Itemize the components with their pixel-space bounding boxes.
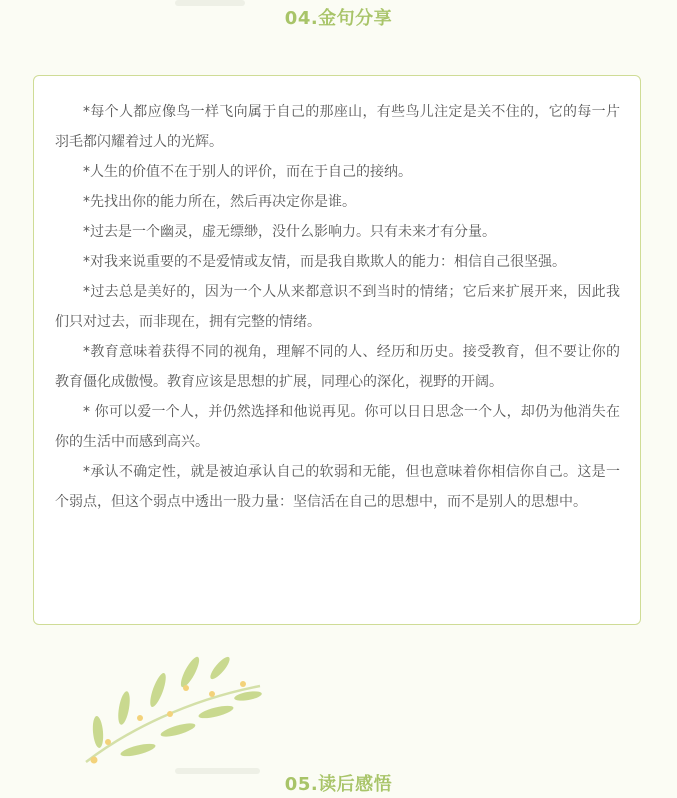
quote-paragraph: *过去总是美好的，因为一个人从来都意识不到当时的情绪；它后来扩展开来，因此我们只对过去，而非现在，拥有完整的情绪。: [55, 284, 620, 330]
quote-paragraph: *人生的价值不在于别人的评价，而在于自己的接纳。: [83, 164, 412, 180]
quote-paragraph: *对我来说重要的不是爱情或友情，而是我自欺欺人的能力：相信自己很坚强。: [83, 254, 566, 270]
quote-paragraph: *每个人都应像鸟一样飞向属于自己的那座山，有些鸟儿注定是关不住的，它的每一片羽毛都闪耀着过人的光辉。: [55, 104, 620, 150]
quote-paragraph: * 你可以爱一个人，并仍然选择和他说再见。你可以日日思念一个人，却仍为他消失在你的生活中而感到高兴。: [55, 404, 620, 450]
quote-paragraph: *过去是一个幽灵，虚无缥缈，没什么影响力。只有未来才有分量。: [83, 224, 496, 240]
quote-paragraph: *承认不确定性，就是被迫承认自己的软弱和无能，但也意味着你相信你自己。这是一个弱点，但这个弱点中透出一股力量：坚信活在自己的思想中，而不是别人的思想中。: [55, 464, 620, 510]
quote-card: [33, 75, 641, 625]
quote-paragraph: *先找出你的能力所在，然后再决定你是谁。: [83, 194, 356, 210]
section-heading-reflection: 05.读后感悟: [284, 774, 393, 795]
section-heading-quotes: 04.金句分享: [284, 8, 393, 29]
quote-paragraph: *教育意味着获得不同的视角，理解不同的人、经历和历史。接受教育，但不要让你的教育僵化成傲慢。教育应该是思想的扩展，同理心的深化，视野的开阔。: [55, 344, 620, 390]
leafy-branch-icon: [78, 650, 278, 770]
